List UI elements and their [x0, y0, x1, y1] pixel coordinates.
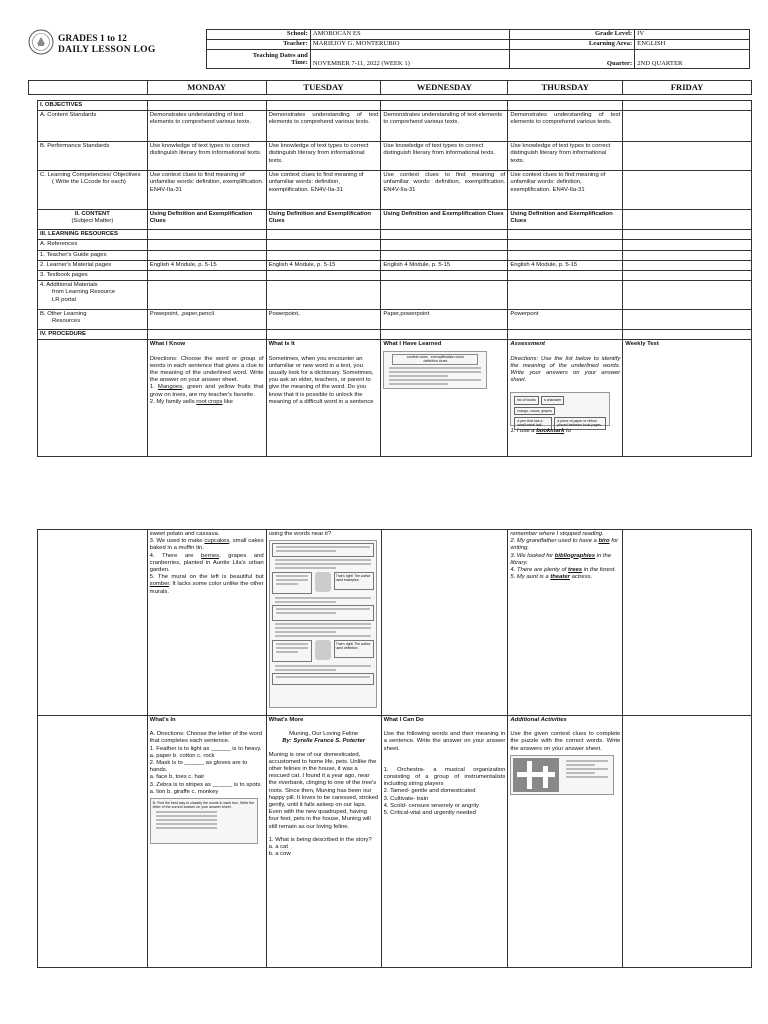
- deped-seal: [28, 29, 54, 55]
- ps-wed: Use knowledge of text types to correct distinguish literary from informational texts.: [381, 142, 508, 171]
- proc3-wednesday: What I Can Do Use the following words and their meaning in a sentence. Write the answer on your answer sheet. 1. Orchestra- a musical organization consisting of a group of instrumentalists including string players 2. Tamed- gentle and domesticated 3. Cultivate- train 4. Scold- censure severely or angrily 5. Critical-vital and urgently needed: [381, 716, 508, 968]
- performance-label: B. Performance Standards: [38, 142, 148, 171]
- content-label: II. CONTENT (Subject Matter): [38, 210, 148, 230]
- ps-mon: Use knowledge of text types to correct distinguish literary from informational texts.: [147, 142, 266, 171]
- proc1-monday: What I Know Directions: Choose the word or group of words in each sentence that gives a clue to the meaning of the underlined word. Write the answer on your answer sheet. 1. Mangoes, green and yellow fruits that grow on trees, are my teacher's favorite. 2. My family sells root crops like: [147, 340, 266, 457]
- proc2-thursday: remember where I stopped reading. 2. My grandfather used to have a biro for writing. 3. We looked for bibliographies in the library. 4. There are plenty of trees in the forest. 5. My aunt is a theater actress.: [508, 530, 623, 716]
- classify-words-image: B. Find the best way to classify the words in each box. Write the letter of the correct answer on your answer sheet.: [150, 798, 258, 844]
- quarter-label: Quarter:: [560, 50, 635, 69]
- day-thursday: THURSDAY: [508, 81, 623, 95]
- proc2-tuesday: using the words near it? That's right! The author used examples. That's right! The author used definition.: [266, 530, 381, 716]
- lc-mon: Use context clues to find meaning of unfamiliar words: definition, exemplification. EN4V-IIa-31: [147, 171, 266, 210]
- lm-tue: English 4 Module, p. 5-15: [266, 260, 381, 270]
- lesson-table: [37, 100, 752, 457]
- other-wed: Paper,powerpoint: [381, 310, 508, 330]
- references-label: A. References: [38, 240, 148, 250]
- content-tue: Using Definition and Exemplification Clues: [266, 210, 381, 230]
- cs-mon: Demonstrates understanding of text elements to comprehend various texts.: [147, 111, 266, 142]
- proc3-thursday: Additional Activities Use the given context clues to complete the puzzle with the correct words. Write the answers on your answer sheet.: [508, 716, 623, 968]
- other-mon: Powepoint, ,paper,pencil: [147, 310, 266, 330]
- proc3-tuesday: What's More Muning, Our Loving Feline By: Syrelle France S. Poterter Muning is one of our domesticated, accustomed to home life, pets. Unlike the other felines in the house, it was a rescued cat. I found it a year ago, near the riverbank, clinging to one of the tree's roots. Since then, Muning has been our happy pill. It loves to be caressed, stroked gently, until it falls asleep on our laps. Even with the new quadruped, having four feet, pets in the house, Muning will still remain as our loving feline. 1. What is being described in the story? a. a cat b. a cow: [266, 716, 381, 968]
- procedure-heading: IV. PROCEDURE: [38, 330, 148, 340]
- proc3-monday: What's In A. Directions: Choose the letter of the word that completes each sentence. 1. Feather is to light as ______ is to heavy. a. paper b. cotton c. rock 2. Mask is to ______ as gloves are to hands. a. face b. toes c. hair 3. Zebra is to stripes as ______ is to spots. a. lion b. giraffe c. monkey B. Find the best way to classify the words in each box. Write the letter of the correct answer on your answer sheet.: [147, 716, 266, 968]
- dates-value: NOVEMBER 7-11, 2022 (WEEK 1): [310, 50, 510, 69]
- content-mon: Using Definition and Exemplification Clues: [147, 210, 266, 230]
- day-friday: FRIDAY: [623, 81, 752, 95]
- proc1-thursday: Assessment Directions: Use the list below to identify the meaning of the underlined words. Write your answers on your answer sheet. list of books a charactermango, cocoa, grapes a pen that has a small metal balla piece of paper or ribbon placed between book pages 1. I use a bookmark to: [508, 340, 623, 457]
- area-value: ENGLISH: [635, 40, 750, 50]
- tg-label: 1. Teacher's Guide pages: [38, 250, 148, 260]
- learned-summary-image: context clues exemplification clues definition clues: [383, 351, 487, 389]
- crossword-grid-icon: [513, 758, 559, 792]
- proc2-monday: sweet potato and cassava. 3. We used to make cupcakes, small cakes baked in a muffin tin. 4. There are berries, grapes and cranberries, planted in Auntie Lila's urban garden. 5. The mural on the left is beautiful but somber. It lacks some color unlike the other murals.: [147, 530, 266, 716]
- other-label: B. Other Learning Resources: [38, 310, 148, 330]
- lc-wed: Use context clues to find meaning of unfamiliar words: definition, exemplification. EN4V-IIa-31: [381, 171, 508, 210]
- additional-label: 4. Additional Materials from Learning Resource LR portal: [38, 281, 148, 310]
- day-monday: MONDAY: [147, 81, 266, 95]
- lc-tue: Use context clues to find meaning of unfamiliar words: definition, exemplification. EN4V-IIa-31: [266, 171, 381, 210]
- crossword-puzzle-image: [510, 755, 614, 795]
- assessment-choices-image: list of books a charactermango, cocoa, grapes a pen that has a small metal balla piece of paper or ribbon placed between book pages: [510, 392, 610, 426]
- tb-label: 3. Textbook pages: [38, 271, 148, 281]
- header-table: [206, 29, 750, 69]
- quarter-value: 2ND QUARTER: [635, 50, 750, 69]
- dates-label: Teaching Dates and Time:: [207, 50, 311, 69]
- objectives-heading: I. OBJECTIVES: [38, 101, 148, 111]
- ps-thu: Use knowledge of text types to correct distinguish literary from informational texts.: [508, 142, 623, 171]
- content-standards-label: A. Content Standards: [38, 111, 148, 142]
- cs-thu: Demonstrates understanding of text elements to comprehend various texts.: [508, 111, 623, 142]
- what-is-it-module-image: That's right! The author used examples. That's right! The author used definition.: [269, 540, 377, 708]
- lc-thu: Use context clues to find meaning of unfamiliar words: definition, exemplification. EN4V-IIa-31: [508, 171, 623, 210]
- school-label: School:: [207, 30, 311, 40]
- school-value: AMOBOCAN ES: [310, 30, 510, 40]
- ps-tue: Use knowledge of text types to correct distinguish literary from informational texts.: [266, 142, 381, 171]
- other-thu: Powerpont: [508, 310, 623, 330]
- title-line-2: DAILY LESSON LOG: [58, 45, 156, 55]
- proc1-wednesday: What I Have Learned context clues exemplification clues definition clues: [381, 340, 508, 457]
- other-tue: Powerpoint,: [266, 310, 381, 330]
- proc1-friday: Weekly Test: [623, 340, 752, 457]
- day-tuesday: TUESDAY: [266, 81, 381, 95]
- lm-wed: English 4 Module, p. 5-15: [381, 260, 508, 270]
- teacher-label: Teacher:: [207, 40, 311, 50]
- resources-heading: III. LEARNING RESOURCES: [38, 230, 148, 240]
- competencies-label: C. Learning Competencies/ Objectives ( Write the LCcode for each): [38, 171, 148, 210]
- content-thu: Using Definition and Exemplification Clues: [508, 210, 623, 230]
- day-wednesday: WEDNESDAY: [381, 81, 508, 95]
- cs-wed: Demonstrates understanding of text elements to comprehend various texts.: [381, 111, 508, 142]
- content-wed: Using Definition and Exemplification Clues: [381, 210, 508, 230]
- grade-label: Grade Level:: [560, 30, 635, 40]
- title-line-1: GRADES 1 to 12: [58, 34, 127, 44]
- lm-label: 2. Learner's Material pages: [38, 260, 148, 270]
- teacher-value: MARIEJOY G. MONTERUBIO: [310, 40, 510, 50]
- days-row: [28, 80, 752, 95]
- lm-mon: English 4 Module, p. 5-15: [147, 260, 266, 270]
- cs-tue: Demonstrates understanding of text elements to comprehend various texts.: [266, 111, 381, 142]
- lesson-table-continued: [37, 529, 752, 968]
- grade-value: IV: [635, 30, 750, 40]
- lm-thu: English 4 Module, p. 5-15: [508, 260, 623, 270]
- proc1-tuesday: What Is It Sometimes, when you encounter an unfamiliar or new word in a text, you usually look for a dictionary. Sometimes, you ask an elder, teachers, or parent to give the meaning of the word. Do you know that it is possible to unlock the meaning of a difficult word in a sentence: [266, 340, 381, 457]
- area-label: Learning Area:: [560, 40, 635, 50]
